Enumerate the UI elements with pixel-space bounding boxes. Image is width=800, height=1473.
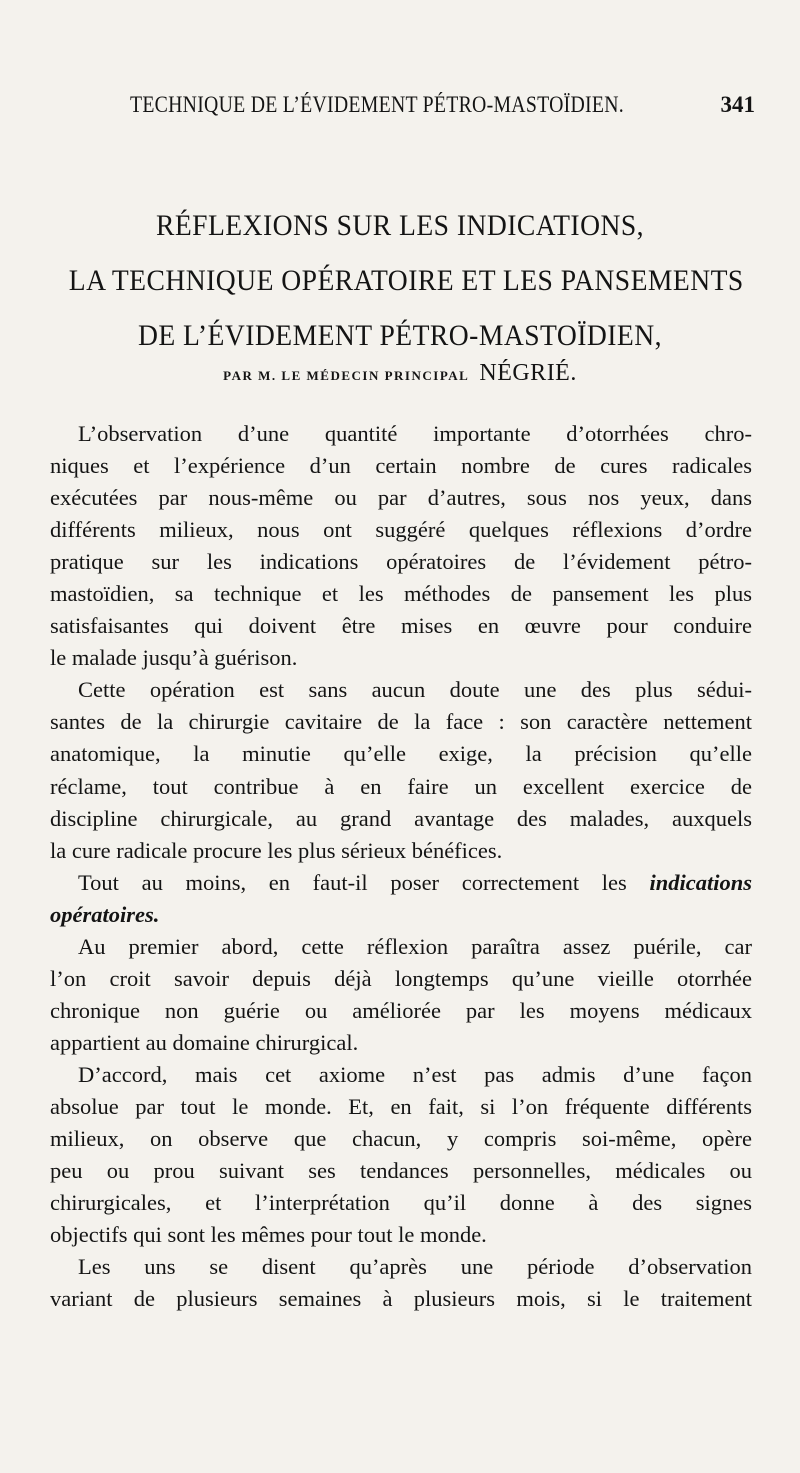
paragraph-line: milieux, on observe que chacun, y compris soi-même, opère — [50, 1126, 752, 1152]
title-line-3: DE L’ÉVIDEMENT PÉTRO-MASTOÏDIEN, — [137, 319, 663, 352]
author-prefix: PAR M. LE MÉDECIN PRINCIPAL — [223, 368, 470, 383]
paragraph-line: variant de plusieurs semaines à plusieurs mois, si le traitement — [50, 1286, 752, 1312]
paragraph-line: réclame, tout contribue à en faire un excellent exercice de — [50, 773, 752, 799]
title-line-1: RÉFLEXIONS SUR LES INDICATIONS, — [155, 209, 645, 242]
paragraph-line: D’accord, mais cet axiome n’est pas admis d’une façon — [78, 1061, 752, 1087]
paragraph-line — [50, 899, 752, 931]
paragraph-line: Au premier abord, cette réflexion paraîtra assez puérile, car — [78, 933, 752, 959]
paragraph-line: différents milieux, nous ont suggéré quelques réflexions d’ordre — [50, 517, 752, 543]
italic-term: opératoires. — [50, 901, 160, 927]
paragraph-line: la cure radicale procure les plus sérieux bénéfices. — [50, 837, 503, 863]
title-line-2: LA TECHNIQUE OPÉRATOIRE ET LES PANSEMENTS — [68, 264, 744, 297]
author-byline — [40, 360, 760, 387]
paragraph-line: Cette opération est sans aucun doute une des plus sédui- — [78, 677, 752, 703]
running-title: TECHNIQUE DE L’ÉVIDEMENT PÉTRO-MASTOÏDIEN. — [130, 92, 624, 117]
paragraph-line: mastoïdien, sa technique et les méthodes de pansement les plus — [50, 581, 752, 607]
paragraph-line: le malade jusqu’à guérison. — [50, 645, 298, 671]
paragraph-line — [50, 867, 752, 899]
article-title — [40, 198, 760, 363]
paragraph-line: Les uns se disent qu’après une période d’observation — [78, 1254, 752, 1280]
paragraph-line: anatomique, la minutie qu’elle exige, la précision qu’elle — [50, 741, 752, 767]
paragraph-line: discipline chirurgicale, au grand avantage des malades, auxquels — [50, 805, 752, 831]
paragraph-line: L’observation d’une quantité importante d’otorrhées chro- — [78, 421, 752, 446]
paragraph-line: satisfaisantes qui doivent être mises en œuvre pour conduire — [50, 613, 752, 639]
paragraph-line: niques et l’expérience d’un certain nombre de cures radicales — [50, 453, 752, 479]
author-name: NÉGRIÉ. — [479, 360, 577, 386]
paragraph-line: peu ou prou suivant ses tendances personnelles, médicales ou — [50, 1158, 752, 1184]
paragraph-line: santes de la chirurgie cavitaire de la face : son caractère nettement — [50, 709, 752, 735]
paragraph-line: objectifs qui sont les mêmes pour tout le monde. — [50, 1222, 487, 1248]
paragraph-line: pratique sur les indications opératoires de l’évidement pétro- — [50, 549, 752, 575]
paragraph-line: exécutées par nous-même ou par d’autres, sous nos yeux, dans — [50, 485, 752, 511]
running-head — [50, 92, 755, 126]
paragraph-line: l’on croit savoir depuis déjà longtemps qu’une vieille otorrhée — [50, 965, 752, 991]
paragraph-line: appartient au domaine chirurgical. — [50, 1029, 359, 1055]
paragraph-line: chronique non guérie ou améliorée par les moyens médicaux — [50, 997, 752, 1023]
paragraph-text: Tout au moins, en faut-il poser correctement les — [78, 869, 627, 895]
italic-term: indications — [649, 869, 752, 895]
paragraph-line: chirurgicales, et l’interprétation qu’il donne à des signes — [50, 1190, 752, 1216]
page-number: 341 — [720, 92, 755, 117]
paragraph-line: absolue par tout le monde. Et, en fait, si l’on fréquente différents — [50, 1093, 752, 1119]
body-text — [50, 418, 752, 1315]
